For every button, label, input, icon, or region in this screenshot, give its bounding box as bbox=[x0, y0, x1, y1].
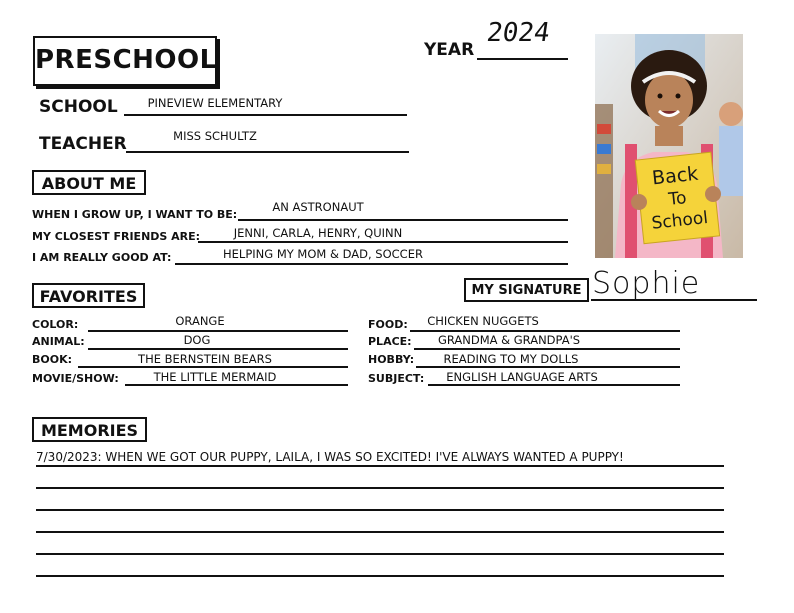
school-line bbox=[124, 114, 407, 116]
hobby-line bbox=[416, 366, 680, 368]
signature-label-box bbox=[464, 278, 589, 302]
memory-line-3 bbox=[36, 509, 724, 511]
year-value[interactable]: 2024 bbox=[484, 18, 552, 48]
hobby-value[interactable]: READING TO MY DOLLS bbox=[443, 352, 579, 366]
teacher-value[interactable]: MISS SCHULTZ bbox=[173, 129, 257, 143]
sign-line-1: Back bbox=[651, 162, 700, 190]
year-label: YEAR bbox=[424, 40, 475, 60]
subject-value[interactable]: ENGLISH LANGUAGE ARTS bbox=[446, 370, 598, 384]
hobby-label: HOBBY: bbox=[368, 353, 415, 366]
movie-line bbox=[125, 384, 348, 386]
sign-line-2: To bbox=[667, 188, 688, 210]
favorites-heading-box bbox=[32, 283, 145, 308]
grow-up-line bbox=[238, 219, 568, 221]
signature-value[interactable]: Sophie bbox=[592, 266, 701, 301]
movie-value[interactable]: THE LITTLE MERMAID bbox=[153, 370, 277, 384]
signature-label: MY SIGNATURE bbox=[471, 283, 582, 298]
place-value[interactable]: GRANDMA & GRANDPA'S bbox=[437, 333, 581, 347]
color-line bbox=[88, 330, 348, 332]
school-label: SCHOOL bbox=[39, 97, 118, 117]
book-value[interactable]: THE BERNSTEIN BEARS bbox=[138, 352, 272, 366]
food-label: FOOD: bbox=[368, 318, 408, 331]
color-label: COLOR: bbox=[32, 318, 79, 331]
food-line bbox=[410, 330, 680, 332]
memory-line-2 bbox=[36, 487, 724, 489]
about-me-heading: ABOUT ME bbox=[41, 174, 137, 193]
good-at-value[interactable]: HELPING MY MOM & DAD, SOCCER bbox=[223, 247, 423, 261]
subject-label: SUBJECT: bbox=[368, 372, 425, 385]
place-label: PLACE: bbox=[368, 335, 412, 348]
good-at-label: I AM REALLY GOOD AT: bbox=[32, 251, 172, 264]
page-title: PRESCHOOL bbox=[35, 45, 217, 75]
grow-up-label: WHEN I GROW UP, I WANT TO BE: bbox=[32, 208, 238, 221]
sign-line-3: School bbox=[650, 207, 709, 234]
good-at-line bbox=[175, 263, 568, 265]
signature-line bbox=[591, 299, 757, 301]
about-me-heading-box bbox=[32, 170, 146, 195]
friends-value[interactable]: JENNI, CARLA, HENRY, QUINN bbox=[233, 226, 403, 240]
animal-line bbox=[88, 348, 348, 350]
memory-line-1 bbox=[36, 465, 724, 467]
animal-value[interactable]: DOG bbox=[183, 333, 211, 347]
page-title-box bbox=[33, 36, 217, 86]
favorites-heading: FAVORITES bbox=[39, 287, 138, 306]
teacher-line bbox=[126, 151, 409, 153]
grow-up-value[interactable]: AN ASTRONAUT bbox=[272, 200, 364, 214]
memories-heading: MEMORIES bbox=[40, 421, 139, 440]
memory-line-6 bbox=[36, 575, 724, 577]
food-value[interactable]: CHICKEN NUGGETS bbox=[427, 314, 539, 328]
movie-label: MOVIE/SHOW: bbox=[32, 372, 119, 385]
animal-label: ANIMAL: bbox=[32, 335, 85, 348]
subject-line bbox=[428, 384, 680, 386]
teacher-label: TEACHER bbox=[39, 134, 127, 154]
memory-entry[interactable]: 7/30/2023: WHEN WE GOT OUR PUPPY, LAILA, I WAS SO EXCITED! I'VE ALWAYS WANTED A PUPPY! bbox=[36, 450, 624, 464]
memories-heading-box bbox=[32, 417, 147, 442]
memory-line-4 bbox=[36, 531, 724, 533]
color-value[interactable]: ORANGE bbox=[175, 314, 225, 328]
student-photo bbox=[595, 34, 743, 258]
year-line bbox=[477, 58, 568, 60]
book-line bbox=[78, 366, 348, 368]
friends-line bbox=[198, 241, 568, 243]
school-value[interactable]: PINEVIEW ELEMENTARY bbox=[147, 96, 283, 110]
memory-line-5 bbox=[36, 553, 724, 555]
place-line bbox=[414, 348, 680, 350]
book-label: BOOK: bbox=[32, 353, 73, 366]
friends-label: MY CLOSEST FRIENDS ARE: bbox=[32, 230, 201, 243]
